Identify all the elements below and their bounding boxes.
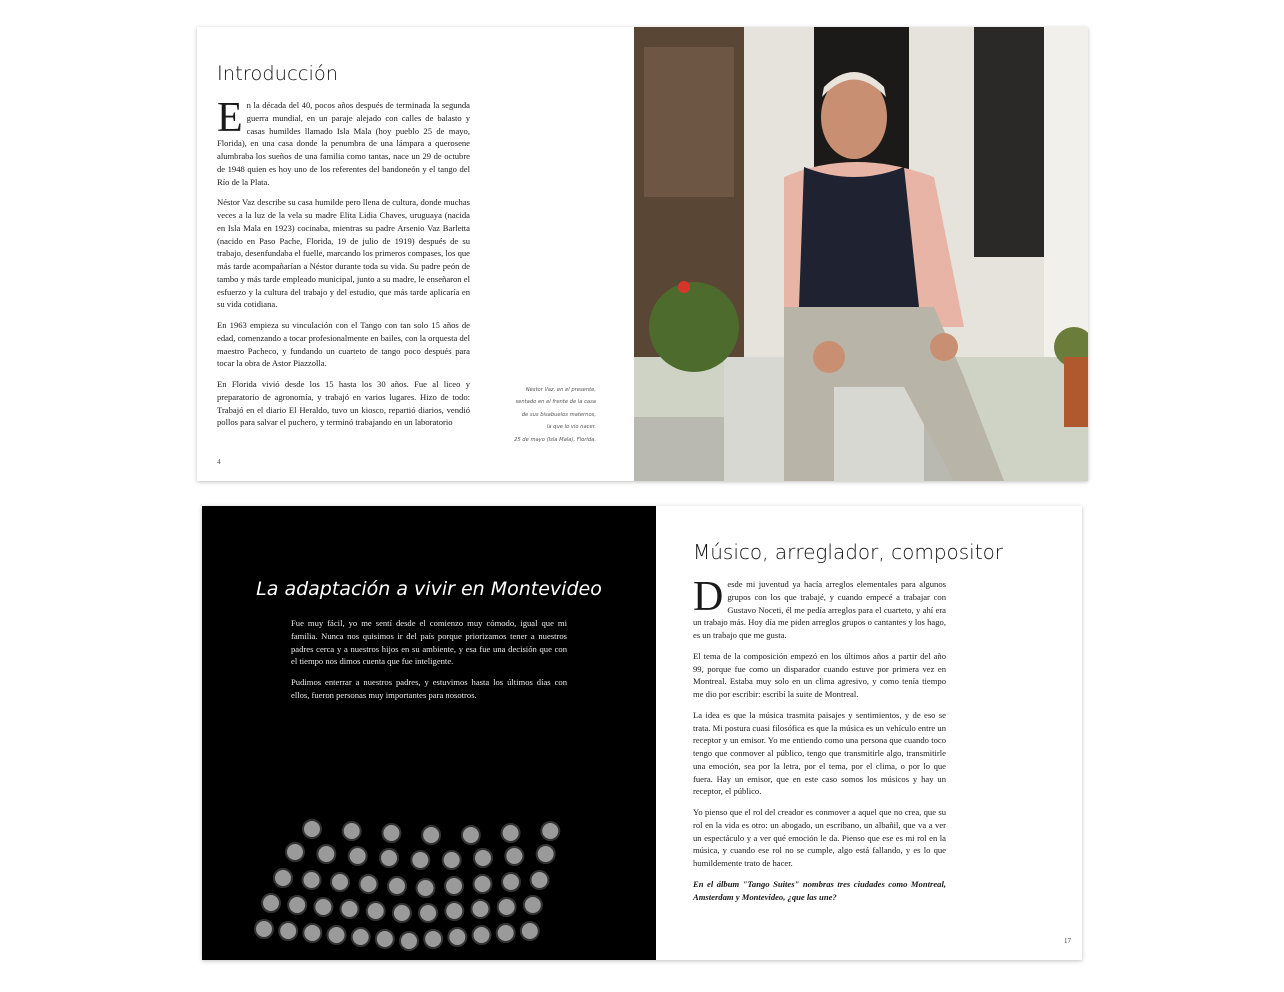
paragraph: El tema de la composición empezó en los últimos años a partir del año 99, porque fue como un disparador cuando estuve por primera vez en Montreal. Estaba muy solo en un clima agresivo, y como tenía tiempo me dio por escribir: escribí la suite de Montreal. <box>693 650 946 699</box>
black-page <box>202 506 656 960</box>
bottom-spread <box>202 506 1082 960</box>
body-text <box>693 574 946 911</box>
bandoneon-button <box>341 900 359 918</box>
paragraph: En Florida vivió desde los 15 hasta los 30 años. Fue al liceo y preparatorio de agronomía, y trabajó en varios lugares. Hizo de todo: Trabajó en el diario El Heraldo, tuvo un kiosco, repartió diarios, vendió pollos para salvar el puchero, y terminó trabajando en un laboratorio <box>217 379 470 428</box>
bandoneon-button <box>443 851 461 869</box>
bandoneon-button <box>537 845 555 863</box>
bandoneon-button <box>376 930 394 948</box>
bandoneon-button <box>400 932 418 950</box>
portrait-photo <box>634 27 1088 481</box>
bandoneon-button <box>360 875 378 893</box>
bandoneon-button <box>343 822 361 840</box>
bandoneon-button <box>393 904 411 922</box>
top-spread <box>197 27 1088 481</box>
bandoneon-button <box>445 902 463 920</box>
bandoneon-button <box>531 871 549 889</box>
bandoneon-button <box>473 926 491 944</box>
section-title: La adaptación a vivir en Montevideo <box>256 578 602 600</box>
bandoneon-keyboard-photo <box>202 506 656 960</box>
drop-cap: D <box>693 574 724 620</box>
bandoneon-button <box>382 824 400 842</box>
bandoneon-button <box>388 877 406 895</box>
drop-cap: E <box>217 95 243 141</box>
bandoneon-button <box>541 822 559 840</box>
paragraph: esde mi juventud ya hacía arreglos elementales para algunos grupos con los que trabajé, y cuando empecé a trabajar con Gustavo Noceti, él me pedía arreglos para el cuarteto, y ahí era un trabajo más. Hoy día me piden arreglos grupos o cantantes y los hago, es un trabajo que me gusta. <box>693 579 946 640</box>
body-text <box>217 95 470 437</box>
bandoneon-button <box>279 922 297 940</box>
page-title: Introducción <box>217 62 339 85</box>
bandoneon-button <box>417 879 435 897</box>
photo-caption: Néstor Vaz, en el presente, sentado en el frente de la casa de sus bisabuelos maternos, la que lo vio nacer. 25 de mayo (Isla Mala), Florida. <box>514 387 596 443</box>
bandoneon-button <box>497 924 515 942</box>
bandoneon-button <box>502 824 520 842</box>
paragraph: La idea es que la música trasmita paisajes y sentimientos, y de eso se trata. Mi postura cuasi filosófica es que la música es un vehículo entre un receptor y un emisor. Yo me entiendo como una persona que cuando toco tengo que conmover al público, tengo que transmitirle algo, transmitirle una emoción, sea por la letra, por el tema, por el clima, o por lo que fuera. Hay un emisor, que en este caso somos los músicos y hay un receptor, el público. <box>693 709 946 797</box>
bandoneon-button <box>274 869 292 887</box>
bandoneon-button <box>328 926 346 944</box>
bandoneon-button <box>462 826 480 844</box>
bandoneon-button <box>521 922 539 940</box>
bandoneon-button <box>352 928 370 946</box>
bandoneon-button <box>471 900 489 918</box>
interview-question: En el álbum "Tango Suites" nombras tres ciudades como Montreal, Amsterdam y Montevideo, ¿que las une? <box>693 878 946 902</box>
page-number: 4 <box>217 458 221 466</box>
bandoneon-button <box>288 896 306 914</box>
bandoneon-button <box>419 904 437 922</box>
paragraph: n la década del 40, pocos años después de terminada la segunda guerra mundial, en un paraje alejado con calles de balasto y casas humildes llamado Isla Mala (hoy pueblo 25 de mayo, Florida), en una casa donde la penumbra de una lámpara a querosene alumbraba los sueños de una familia como tantas, nace un 29 de octubre de 1948 quien es hoy uno de los referentes del bandoneón y el tango del Río de la Plata. <box>217 100 470 187</box>
paragraph: Fue muy fácil, yo me sentí desde el comienzo muy cómodo, igual que mi familia. Nunca nos quisimos ir del país porque priorizamos tener a nuestros padres cerca y a nuestros hijos en su ambiente, y esa fue una decisión que con el tiempo nos dimos cuenta que fue inteligente. <box>291 618 567 667</box>
bandoneon-button <box>424 930 442 948</box>
bandoneon-button <box>314 898 332 916</box>
bandoneon-button <box>474 849 492 867</box>
bandoneon-button <box>445 877 463 895</box>
bandoneon-button <box>262 894 280 912</box>
page-number: 17 <box>1064 937 1071 945</box>
paragraph: Yo pienso que el rol del creador es conmover a aquel que no crea, que su rol en la vida es otro: un abogado, un escribano, un albañil, que va a ver un espectáculo y a ver qué emoción le da. Pienso que ese es mi rol en la música, y cuando ese rol no se cumple, algo está fallando, y es lo que humildemente trato de hacer. <box>693 807 946 868</box>
bandoneon-button <box>474 875 492 893</box>
paragraph: Pudimos enterrar a nuestros padres, y estuvimos hasta los últimos días con ellos, fueron personas muy importantes para nosotros. <box>291 677 567 700</box>
bandoneon-button <box>505 847 523 865</box>
bandoneon-button <box>411 851 429 869</box>
bandoneon-button <box>502 873 520 891</box>
bandoneon-button <box>303 871 321 889</box>
bandoneon-button <box>286 843 304 861</box>
bandoneon-button <box>255 920 273 938</box>
paragraph: Néstor Vaz describe su casa humilde pero llena de cultura, donde muchas veces a la luz de la vela su madre Elita Lidia Chaves, uruguaya (nacida en Isla Mala en 1923) cocinaba, mientras su padre Arsenio Vaz Barletta (nacido en Paso Pache, Florida, 19 de julio de 1919) después de su trabajo, desenfundaba el fuelle, marcando los primeros compases, los que más tarde acompañarían a Néstor durante toda su vida. Su padre peón de tambo y más tarde empleado municipal, junto a su madre, le enseñaron el esfuerzo y la cultura del trabajo y del estudio, que más tarde aplicaría en su vida cotidiana. <box>217 197 470 310</box>
bandoneon-button <box>422 826 440 844</box>
bandoneon-button <box>524 896 542 914</box>
section-title: Músico, arreglador, compositor <box>693 540 1004 564</box>
bandoneon-button <box>367 902 385 920</box>
bandoneon-button <box>349 847 367 865</box>
bandoneon-button <box>303 820 321 838</box>
paragraph: En 1963 empieza su vinculación con el Tango con tan solo 15 años de edad, comenzando a tocar profesionalmente en bailes, con la orquesta del maestro Pacheco, y fundando un cuarteto de tango poco después para tocar la obra de Astor Piazzolla. <box>217 320 470 369</box>
bandoneon-button <box>498 898 516 916</box>
bandoneon-button <box>317 845 335 863</box>
bandoneon-button <box>380 849 398 867</box>
bandoneon-button <box>448 928 466 946</box>
bandoneon-button <box>303 924 321 942</box>
bandoneon-button <box>331 873 349 891</box>
